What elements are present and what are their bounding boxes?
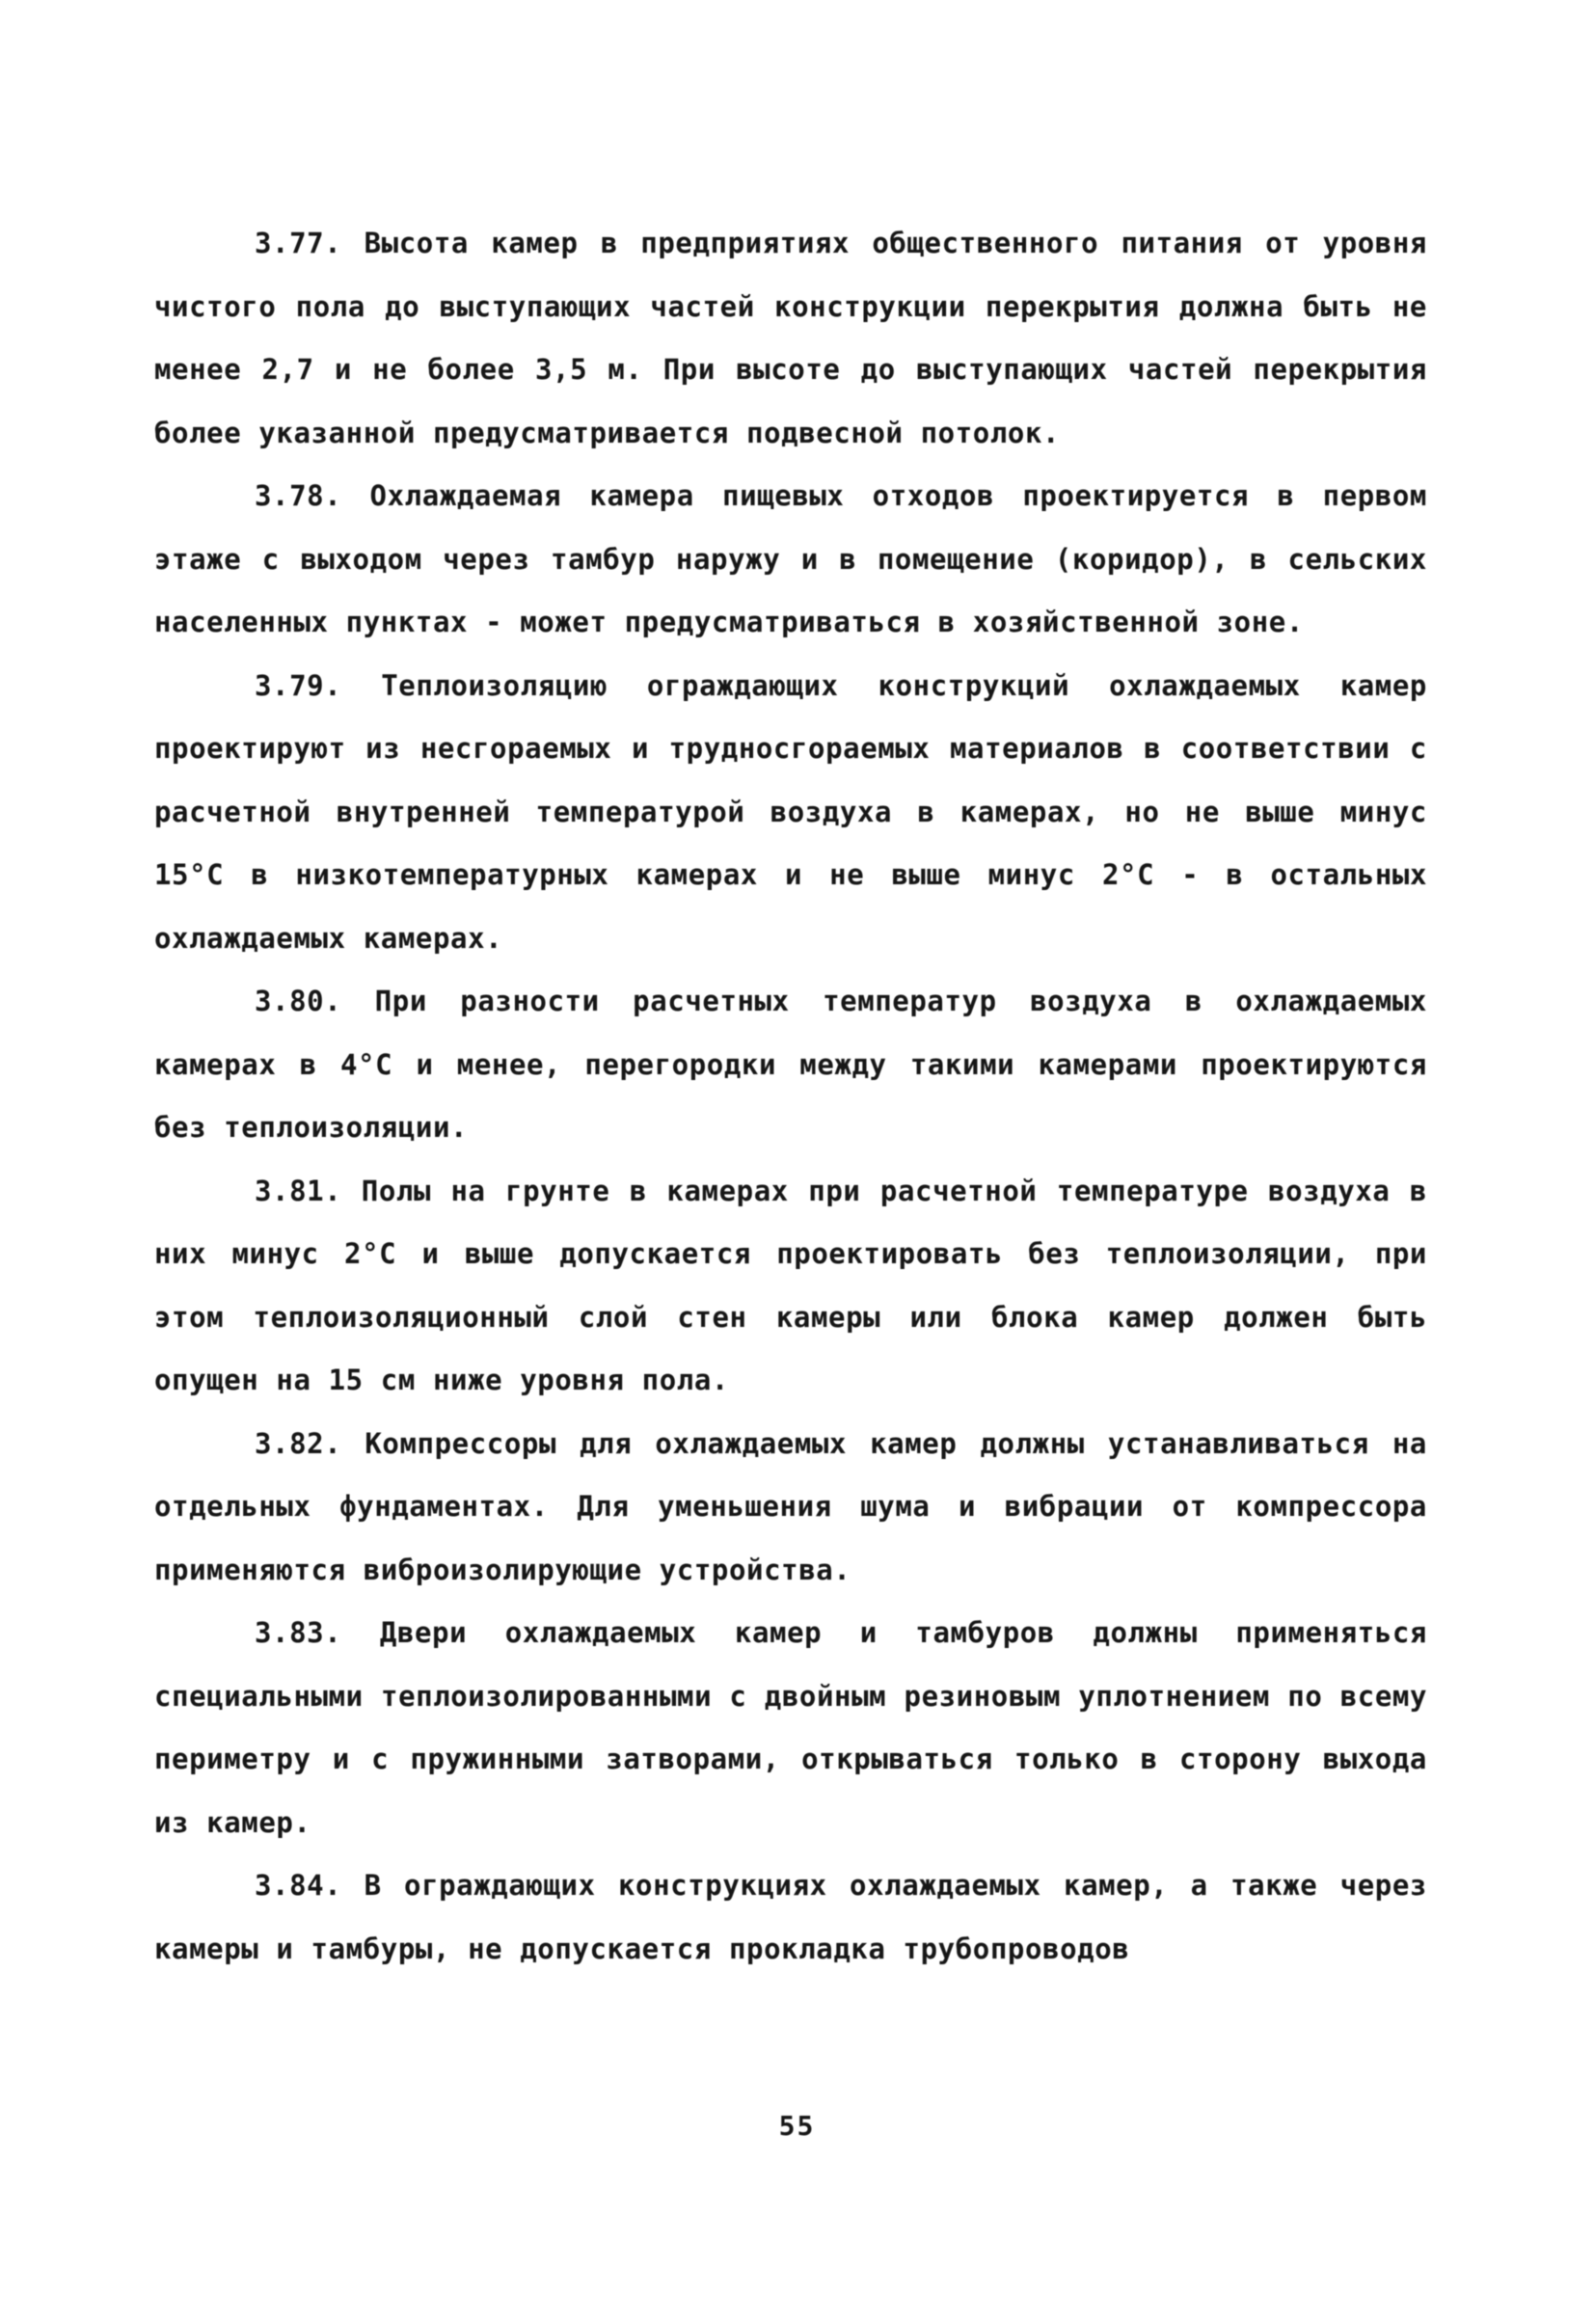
paragraph-3-82: 3.82. Компрессоры для охлаждаемых камер должны устанавливаться на отдельных фундаментах. Для уменьшения шума и вибрации от компрессора применяются виброизолирующие устройства.	[154, 1426, 1427, 1586]
paragraph-3-77: 3.77. Высота камер в предприятиях общественного питания от уровня чистого пола до выступающих частей конструкции перекрытия должна быть не менее 2,7 и не более 3,5 м. При высоте до выступающих частей перекрытия более указанной предусматривается подвесной потолок.	[154, 227, 1427, 449]
paragraph-3-79: 3.79. Теплоизоляцию ограждающих конструкций охлаждаемых камер проектируют из несгораемых и трудносгораемых материалов в соответствии с расчетной внутренней температурой воздуха в камерах, но не выше минус 15°С в низкотемпературных камерах и не выше минус 2°С - в остальных охлаждаемых камерах.	[154, 668, 1427, 955]
paragraph-3-78: 3.78. Охлаждаемая камера пищевых отходов проектируется в первом этаже с выходом через тамбур наружу и в помещение (коридор), в сельских населенных пунктах - может предусматриваться в хозяйственной зоне.	[154, 479, 1427, 638]
paragraph-3-81: 3.81. Полы на грунте в камерах при расчетной температуре воздуха в них минус 2°С и выше допускается проектировать без теплоизоляции, при этом теплоизоляционный слой стен камеры или блока камер должен быть опущен на 15 см ниже уровня пола.	[154, 1174, 1427, 1396]
paragraph-3-80: 3.80. При разности расчетных температур воздуха в охлаждаемых камерах в 4°С и менее, перегородки между такими камерами проектируются без теплоизоляции.	[154, 985, 1427, 1144]
paragraph-3-83: 3.83. Двери охлаждаемых камер и тамбуров должны применяться специальными теплоизолированными с двойным резиновым уплотнением по всему периметру и с пружинными затворами, открываться только в сторону выхода из камер.	[154, 1616, 1427, 1839]
body-text	[154, 212, 1427, 1981]
paragraph-3-84: 3.84. В ограждающих конструкциях охлаждаемых камер, а также через камеры и тамбуры, не допускается прокладка трубопроводов	[154, 1869, 1427, 1965]
page-number: 55	[778, 2110, 816, 2142]
